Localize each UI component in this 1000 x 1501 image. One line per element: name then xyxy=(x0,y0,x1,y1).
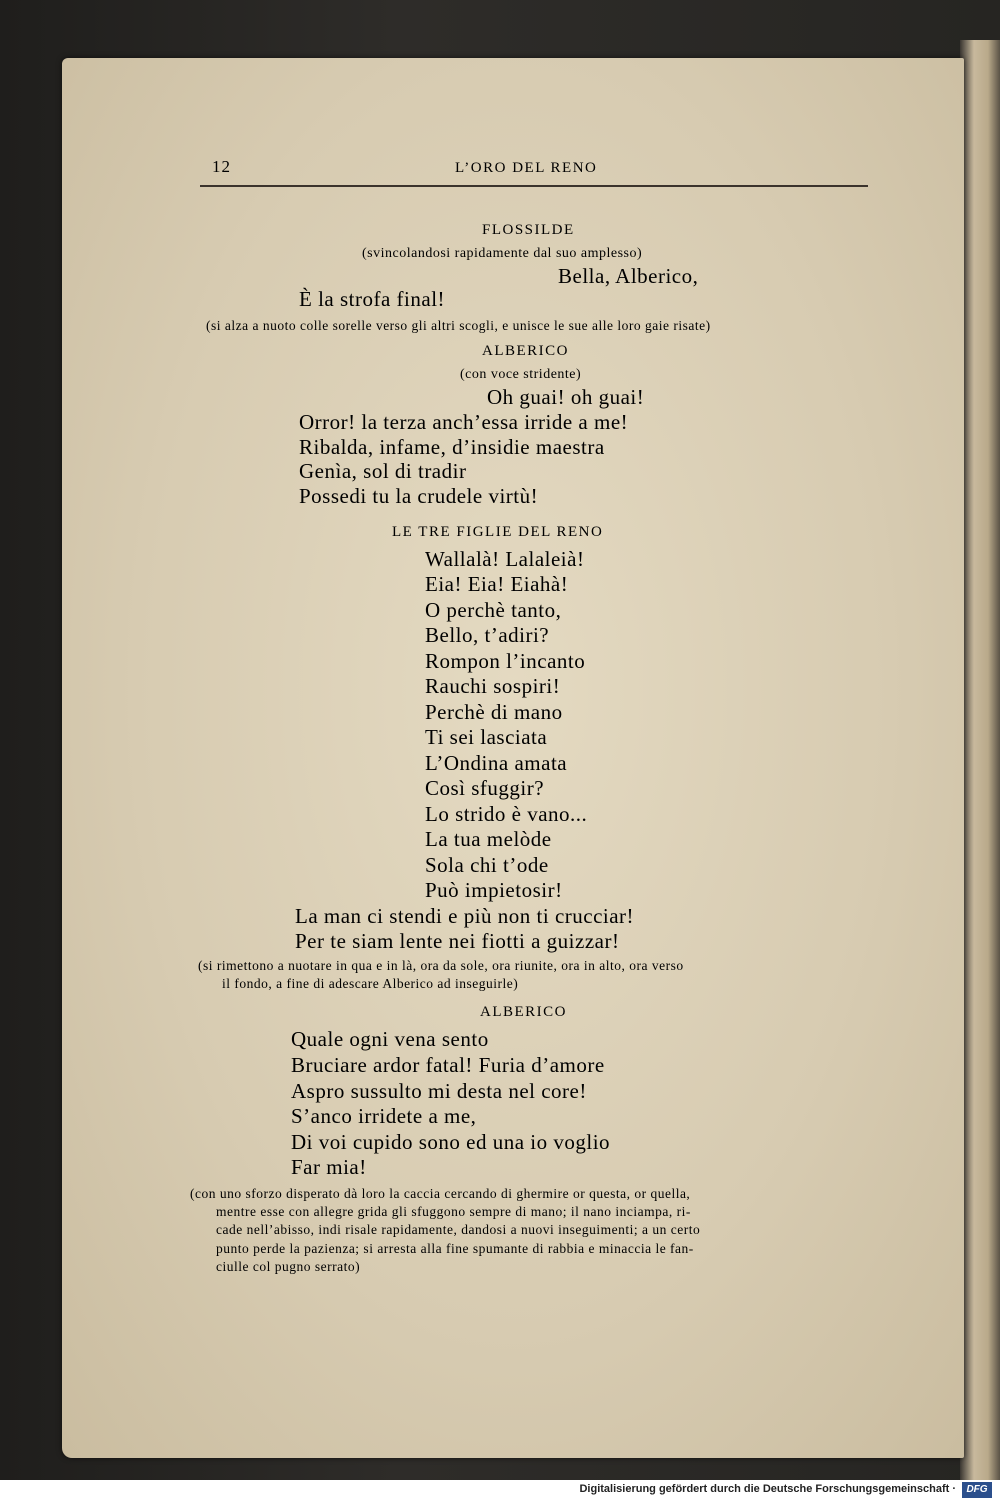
verse-line: Far mia! xyxy=(291,1155,367,1179)
verse-line: Rompon l’incanto xyxy=(425,649,586,673)
funding-credit: Digitalisierung gefördert durch die Deutsche Forschungsgemeinschaft · xyxy=(579,1483,956,1495)
stage-direction: cade nell’abisso, indi risale rapidamente, dandosi a nuovi inseguimenti; a un certo xyxy=(216,1222,701,1237)
verse-line: Di voi cupido sono ed una io voglio xyxy=(291,1130,611,1154)
verse-line: Genìa, sol di tradir xyxy=(299,459,467,483)
verse-line: È la strofa final! xyxy=(299,287,446,311)
verse-line: Possedi tu la crudele virtù! xyxy=(299,484,539,508)
dfg-logo-icon: DFG xyxy=(962,1482,992,1498)
verse-line: Bella, Alberico, xyxy=(558,264,699,288)
verse-line: Per te siam lente nei fiotti a guizzar! xyxy=(295,929,620,953)
verse-line: Può impietosir! xyxy=(425,878,563,902)
verse-line: Rauchi sospiri! xyxy=(425,674,561,698)
stage-direction: il fondo, a fine di adescare Alberico ad inseguirle) xyxy=(222,976,519,991)
stage-direction: (si alza a nuoto colle sorelle verso gli altri scogli, e unisce le sue alle loro gaie risate) xyxy=(206,318,711,333)
footer-bar xyxy=(0,1480,1000,1501)
verse-line: Oh guai! oh guai! xyxy=(487,385,645,409)
verse-line: Aspro sussulto mi desta nel core! xyxy=(291,1079,587,1103)
verse-line: Wallalà! Lalaleià! xyxy=(425,547,585,571)
speaker-name: LE TRE FIGLIE DEL RENO xyxy=(392,524,604,540)
stage-direction: (si rimettono a nuotare in qua e in là, ora da sole, ora riunite, ora in alto, ora verso xyxy=(198,958,684,973)
verse-line: Ti sei lasciata xyxy=(425,725,548,749)
verse-line: Così sfuggir? xyxy=(425,776,545,800)
verse-line: Perchè di mano xyxy=(425,700,563,724)
verse-line: Bello, t’adiri? xyxy=(425,623,550,647)
verse-line: Quale ogni vena sento xyxy=(291,1027,489,1051)
stage-direction: (con voce stridente) xyxy=(460,367,582,382)
verse-line: Eia! Eia! Eiahà! xyxy=(425,572,569,596)
verse-line: Lo strido è vano... xyxy=(425,802,588,826)
verse-line: S’anco irridete a me, xyxy=(291,1104,477,1128)
stage-direction: ciulle col pugno serrato) xyxy=(216,1259,361,1274)
verse-line: Orror! la terza anch’essa irride a me! xyxy=(299,410,629,434)
verse-line: L’Ondina amata xyxy=(425,751,568,775)
stage-direction: (svincolandosi rapidamente dal suo amplesso) xyxy=(362,246,643,261)
verse-line: La tua melòde xyxy=(425,827,552,851)
speaker-name: FLOSSILDE xyxy=(482,222,575,238)
verse-line: Bruciare ardor fatal! Furia d’amore xyxy=(291,1053,605,1077)
verse-line: La man ci stendi e più non ti crucciar! xyxy=(295,904,635,928)
stage-direction: (con uno sforzo disperato dà loro la caccia cercando di ghermire or questa, or quella, xyxy=(190,1186,691,1201)
verse-line: O perchè tanto, xyxy=(425,598,562,622)
header-rule xyxy=(200,185,868,187)
running-title: L’ORO DEL RENO xyxy=(455,160,598,176)
verse-line: Ribalda, infame, d’insidie maestra xyxy=(299,435,605,459)
book-spine-edge xyxy=(960,40,1000,1480)
speaker-name: ALBERICO xyxy=(480,1004,567,1020)
stage-direction: punto perde la pazienza; si arresta alla fine spumante di rabbia e minaccia le fan- xyxy=(216,1241,694,1256)
speaker-name: ALBERICO xyxy=(482,343,569,359)
page-number: 12 xyxy=(212,157,231,176)
verse-line: Sola chi t’ode xyxy=(425,853,549,877)
stage-direction: mentre esse con allegre grida gli sfuggono sempre di mano; il nano inciampa, ri- xyxy=(216,1204,691,1219)
